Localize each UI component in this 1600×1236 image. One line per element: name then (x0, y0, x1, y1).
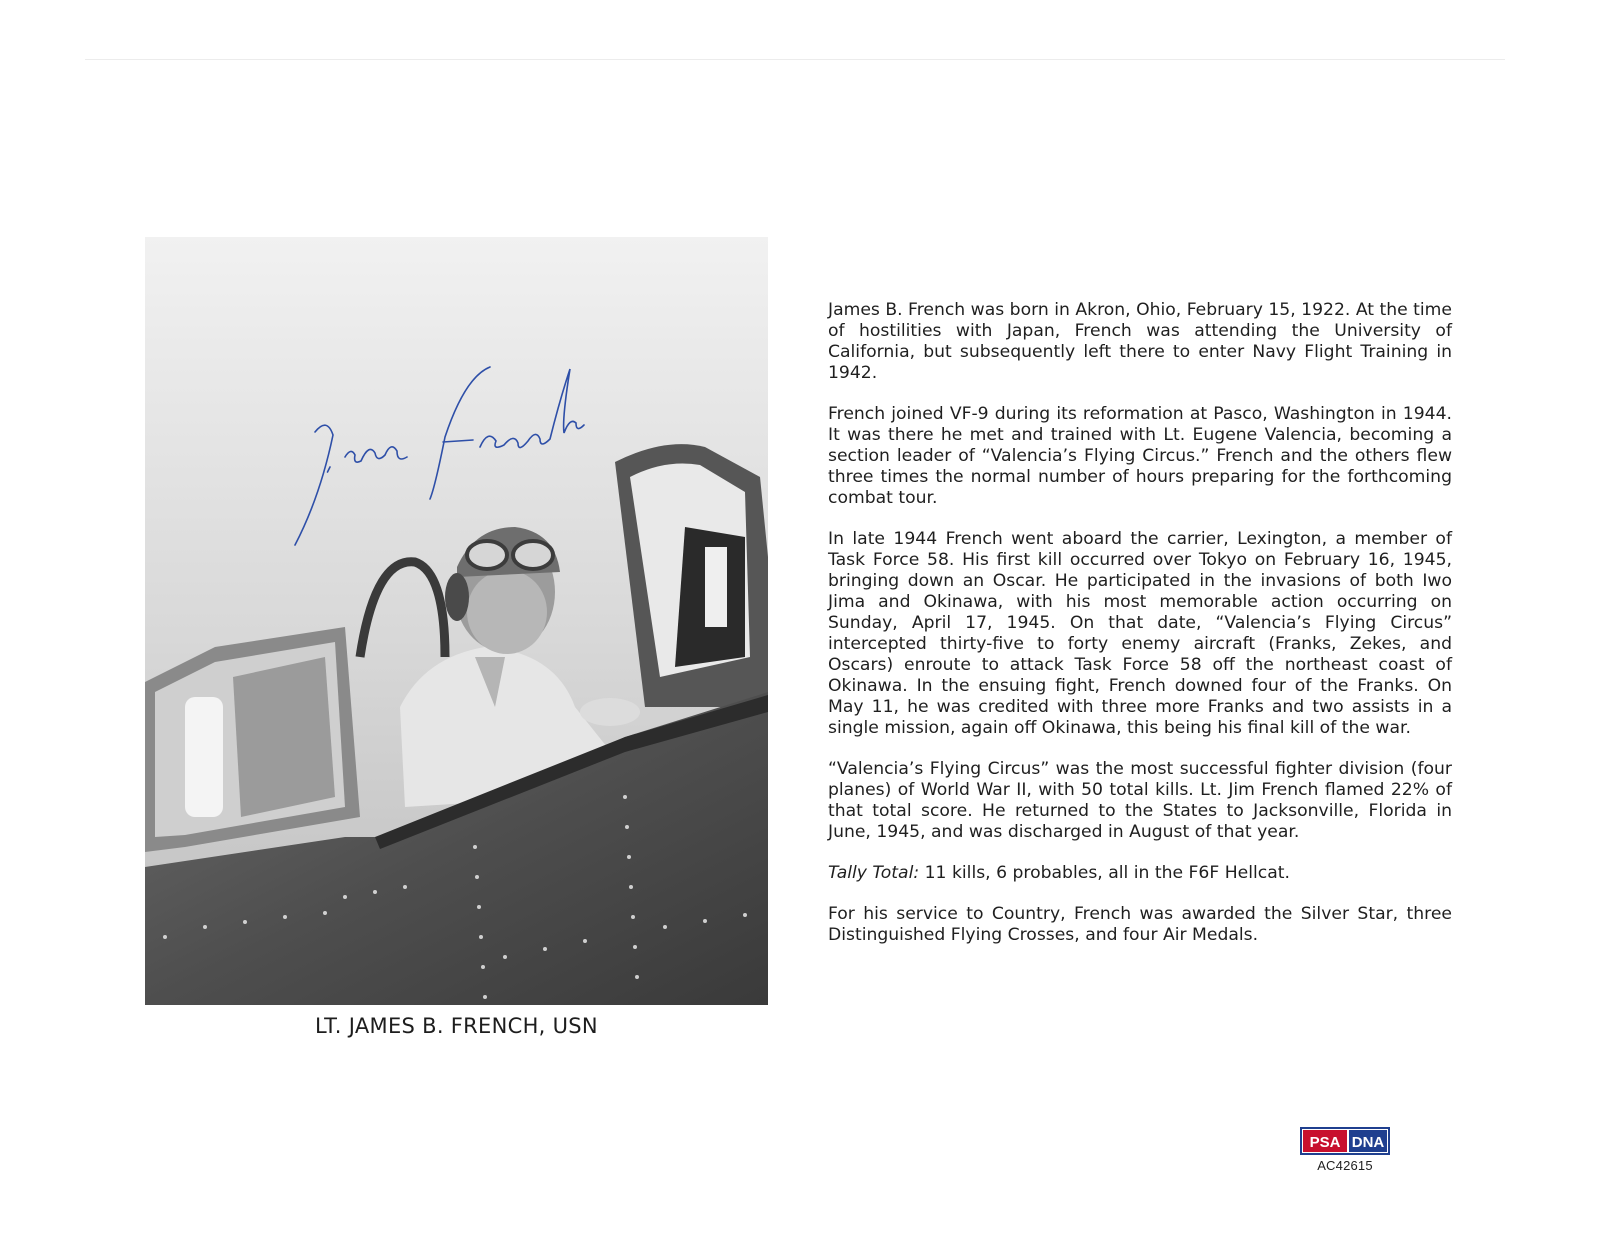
pilot-photo (145, 237, 768, 1005)
tally-total (828, 863, 1452, 884)
bio-paragraph-6: For his service to Country, French was awarded the Silver Star, three Distinguished Flying Crosses, and four Air Medals. (828, 904, 1452, 945)
svg-text:DNA: DNA (1351, 1134, 1385, 1151)
tally-value: 11 kills, 6 probables, all in the F6F Hellcat. (919, 863, 1290, 883)
bio-paragraph-2: French joined VF-9 during its reformation at Pasco, Washington in 1944. It was there he met and trained with Lt. Eugene Valencia, becoming a section leader of “Valencia’s Flying Circus.” French and the others flew three times the normal number of hours preparing for the forthcoming combat tour. (828, 404, 1452, 508)
authentication-id: AC42615 (1317, 1158, 1373, 1173)
tally-label: Tally Total: (828, 863, 920, 883)
top-rule (85, 59, 1505, 60)
bio-paragraph-1: James B. French was born in Akron, Ohio, February 15, 1922. At the time of hostilities with Japan, French was attending the University of California, but subsequently left there to enter Navy Flight Training in 1942. (828, 300, 1452, 383)
psa-dna-logo (1300, 1127, 1390, 1155)
photo-caption: LT. JAMES B. FRENCH, USN (315, 1014, 598, 1038)
biography-text (828, 300, 1452, 966)
bio-paragraph-3: In late 1944 French went aboard the carrier, Lexington, a member of Task Force 58. His first kill occurred over Tokyo on February 16, 1945, bringing down an Oscar. He participated in the invasions of both Iwo Jima and Okinawa, with his most memorable action occurring on Sunday, April 17, 1945. On that date, “Valencia’s Flying Circus” intercepted thirty-five to forty enemy aircraft (Franks, Zekes, and Oscars) enroute to attack Task Force 58 off the northeast coast of Okinawa. In the ensuing fight, French downed four of the Franks. On May 11, he was credited with three more Franks and two assists in a single mission, again off Okinawa, this being his final kill of the war. (828, 529, 1452, 738)
bio-paragraph-4: “Valencia’s Flying Circus” was the most successful fighter division (four planes) of World War II, with 50 total kills. Lt. Jim French flamed 22% of that total score. He returned to the States to Jacksonville, Florida in June, 1945, and was discharged in August of that year. (828, 759, 1452, 842)
pilot-photo-image (145, 237, 768, 1005)
authentication-sticker (1300, 1127, 1390, 1173)
svg-text:PSA: PSA (1309, 1134, 1341, 1151)
